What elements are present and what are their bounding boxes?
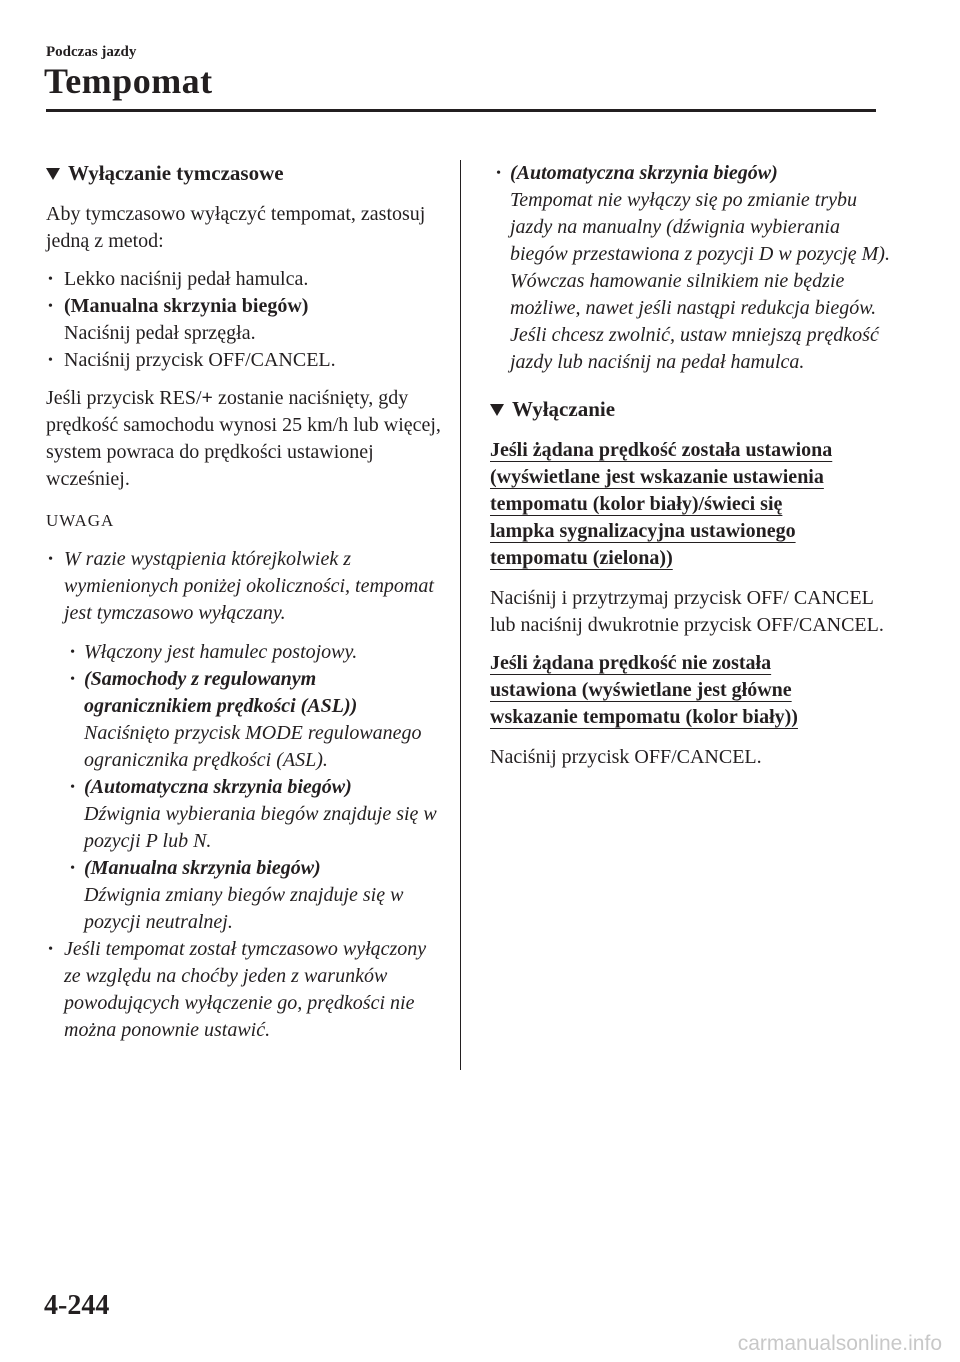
list-item: • Lekko naciśnij pedał hamulca. [46,266,446,293]
note-label: UWAGA [46,511,115,530]
case-text-speed-not-set: Naciśnij przycisk OFF/CANCEL. [490,746,762,768]
note-continued-list [490,160,890,376]
list-item: • Jeśli tempomat został tymczasowo wyłączony ze względu na choćby jeden z warunków powodujących wyłączenie go, prędkości nie można ponownie ustawić. [46,936,446,1044]
section-name: Podczas jazdy [46,44,137,60]
list-item: • (Automatyczna skrzynia biegów) Dźwignia wybierania biegów znajduje się w pozycji P lub N. [64,774,446,855]
section-heading-temporary-off: Wyłączanie tymczasowe [46,160,446,187]
section-heading-off: Wyłączanie [490,396,890,423]
list-item: • W razie wystąpienia którejkolwiek z wymienionych poniżej okoliczności, tempomat jest tymczasowo wyłączany. • Włączony jest hamulec postojowy. • (Samochody z regulowanym ogranicznikiem prędkości (ASL)) Naciśnięto przycisk MODE regulowanego ogranicznika prędkości (ASL). • (Automatyczna skrzynia biegów) Dźwignia wybierania biegów znajduje się w pozycji P lub N. • (Manualna skrzynia biegów) Dźwignia zmiany biegów znajduje się w pozycji neutralnej. [46,546,446,936]
res-paragraph: Jeśli przycisk RES/+ zostanie naciśnięty, gdy prędkość samochodu wynosi 25 km/h lub więcej, system powraca do prędkości ustawionej wcześniej. [46,387,441,490]
case-heading-speed-set: Jeśli żądana prędkość została ustawiona (wyświetlane jest wskazanie ustawienia tempomatu (kolor biały)/świeci się lampka sygnalizacyjna ustawionego tempomatu (zielona)) [490,439,833,569]
page-title: Tempomat [44,61,213,101]
intro-text: Aby tymczasowo wyłączyć tempomat, zastosuj jedną z metod: [46,203,426,252]
note-sublist [64,639,446,936]
list-item: • (Manualna skrzynia biegów) Naciśnij pedał sprzęgła. [46,293,446,347]
right-column [490,160,890,782]
list-item: • Naciśnij przycisk OFF/CANCEL. [46,347,446,374]
list-item: • (Manualna skrzynia biegów) Dźwignia zmiany biegów znajduje się w pozycji neutralnej. [64,855,446,936]
triangle-marker-icon [490,404,504,416]
note-list [46,546,446,1044]
header-rule [46,109,876,112]
left-column [46,160,446,1055]
list-item: • (Automatyczna skrzynia biegów) Tempomat nie wyłączy się po zmianie trybu jazdy na manualny (dźwignia wybierania biegów przestawiona z pozycji D w pozycję M). Wówczas hamowanie silnikiem nie będzie możliwe, nawet jeśli nastąpi redukcja biegów. Jeśli chcesz zwolnić, ustaw mniejszą prędkość jazdy lub naciśnij na pedał hamulca. [490,160,890,376]
case-text-speed-set: Naciśnij i przytrzymaj przycisk OFF/ CANCEL lub naciśnij dwukrotnie przycisk OFF/CANCEL. [490,587,884,636]
column-divider [460,160,461,1070]
watermark: carmanualsonline.info [737,1332,942,1355]
list-item: • (Samochody z regulowanym ogranicznikiem prędkości (ASL)) Naciśnięto przycisk MODE regulowanego ogranicznika prędkości (ASL). [64,666,446,774]
methods-list [46,266,446,374]
page-number: 4-244 [44,1290,110,1321]
plus-icon: + [201,387,213,409]
case-heading-speed-not-set: Jeśli żądana prędkość nie została ustawiona (wyświetlane jest główne wskazanie tempomatu (kolor biały)) [490,652,798,728]
list-item: • Włączony jest hamulec postojowy. [64,639,446,666]
triangle-marker-icon [46,168,60,180]
